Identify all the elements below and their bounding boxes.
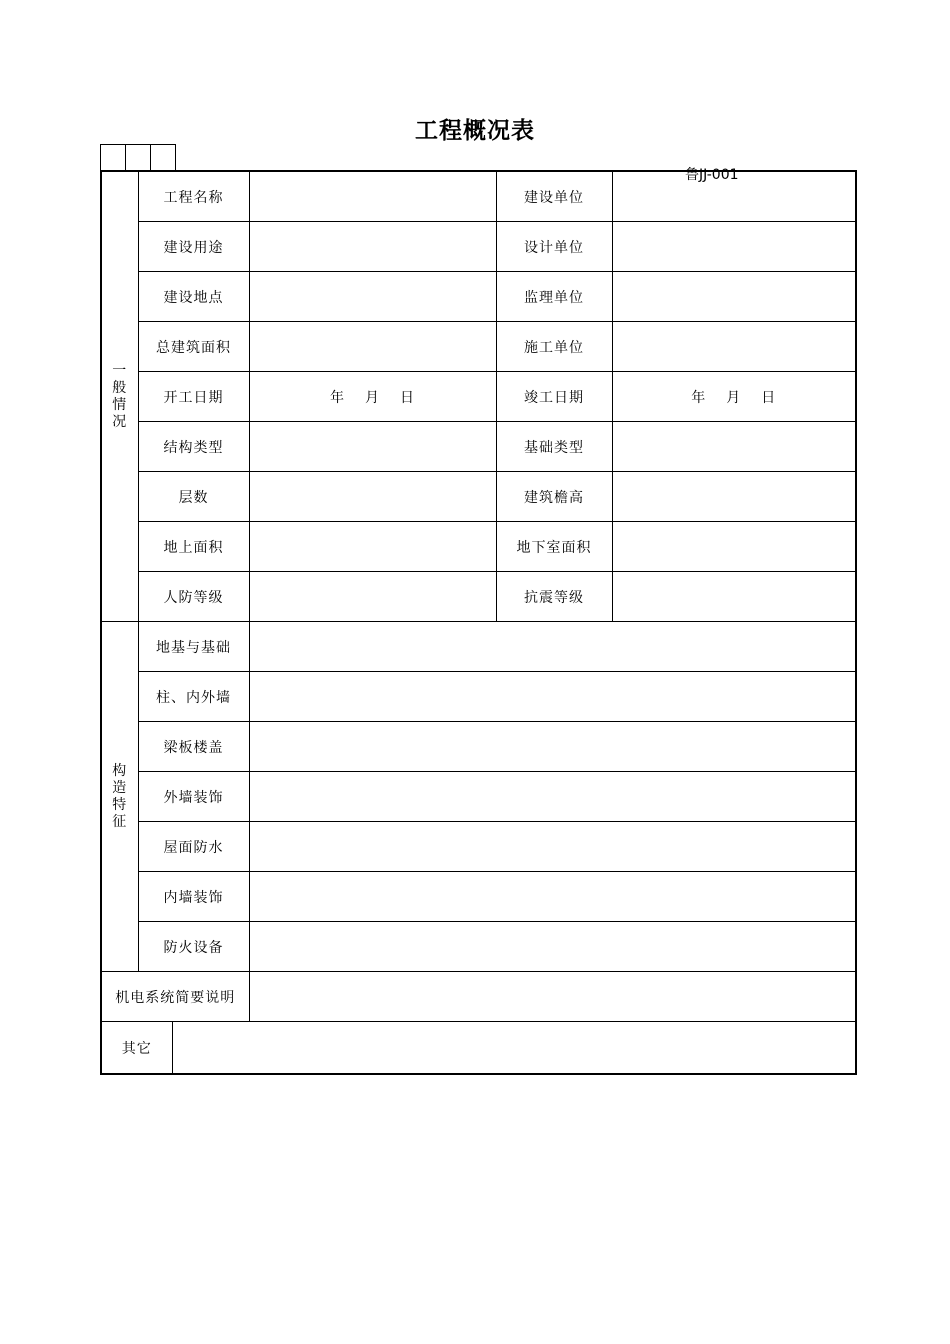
field-value[interactable] [249,722,856,772]
day-label: 日 [400,389,415,406]
field-label: 地上面积 [138,522,249,572]
field-value[interactable] [249,472,496,522]
year-label: 年 [330,389,345,406]
completion-date-value[interactable] [612,372,856,422]
field-label: 外墙装饰 [138,772,249,822]
table-row [101,372,856,422]
number-box[interactable] [125,144,151,170]
day-label: 日 [761,389,777,406]
table-row [101,522,856,572]
file-number-boxes [100,144,176,170]
table-row [101,622,856,672]
field-label: 人防等级 [138,572,249,622]
field-value[interactable] [612,422,856,472]
field-value[interactable] [612,322,856,372]
table-row [101,922,856,972]
field-value[interactable] [249,672,856,722]
field-label: 工程名称 [138,171,249,222]
field-label: 抗震等级 [496,572,612,622]
table-row [101,672,856,722]
field-label: 屋面防水 [138,822,249,872]
field-label: 柱、内外墙 [138,672,249,722]
project-overview-table [100,170,857,1075]
table-row [101,822,856,872]
field-label: 监理单位 [496,272,612,322]
start-date-value[interactable] [249,372,496,422]
field-label: 竣工日期 [496,372,612,422]
field-label: 建筑檐高 [496,472,612,522]
field-label: 结构类型 [138,422,249,472]
number-box[interactable] [150,144,176,170]
table-row [101,322,856,372]
table-row [101,171,856,222]
mep-label: 机电系统简要说明 [101,972,249,1022]
table-row [101,222,856,272]
table-row [101,422,856,472]
field-value[interactable] [612,222,856,272]
field-label: 建设用途 [138,222,249,272]
field-label: 层数 [138,472,249,522]
table-row [101,572,856,622]
month-label: 月 [365,389,380,406]
field-value[interactable] [249,872,856,922]
other-value[interactable] [172,1022,856,1075]
table-row [101,272,856,322]
table-row [101,722,856,772]
field-value[interactable] [249,322,496,372]
field-value[interactable] [612,171,856,222]
field-value[interactable] [249,772,856,822]
field-value[interactable] [612,272,856,322]
field-label: 建设单位 [496,171,612,222]
table-row [101,472,856,522]
month-label: 月 [726,389,742,406]
field-value[interactable] [612,472,856,522]
field-value[interactable] [249,522,496,572]
field-label: 防火设备 [138,922,249,972]
field-value[interactable] [612,522,856,572]
field-label: 内墙装饰 [138,872,249,922]
field-value[interactable] [612,572,856,622]
other-label: 其它 [101,1022,172,1075]
form-title: 工程概况表 [415,118,535,144]
field-value[interactable] [249,622,856,672]
mep-value[interactable] [249,972,856,1022]
field-value[interactable] [249,572,496,622]
field-value[interactable] [249,272,496,322]
form-code: 鲁JJ-001 [685,167,739,183]
field-value[interactable] [249,222,496,272]
field-value[interactable] [249,422,496,472]
field-label: 地下室面积 [496,522,612,572]
table-row [101,872,856,922]
field-label: 建设地点 [138,272,249,322]
year-label: 年 [691,389,707,406]
section-label-structure: 构 造 特 征 [101,622,138,972]
field-label: 基础类型 [496,422,612,472]
field-label: 施工单位 [496,322,612,372]
field-label: 梁板楼盖 [138,722,249,772]
field-value[interactable] [249,922,856,972]
field-label: 地基与基础 [138,622,249,672]
number-box[interactable] [100,144,126,170]
field-value[interactable] [249,171,496,222]
table-row [101,772,856,822]
section-label-general: 一 般 情 况 [101,171,138,622]
field-label: 开工日期 [138,372,249,422]
table-row [101,1022,856,1075]
table-row [101,972,856,1022]
field-value[interactable] [249,822,856,872]
field-label: 总建筑面积 [138,322,249,372]
field-label: 设计单位 [496,222,612,272]
